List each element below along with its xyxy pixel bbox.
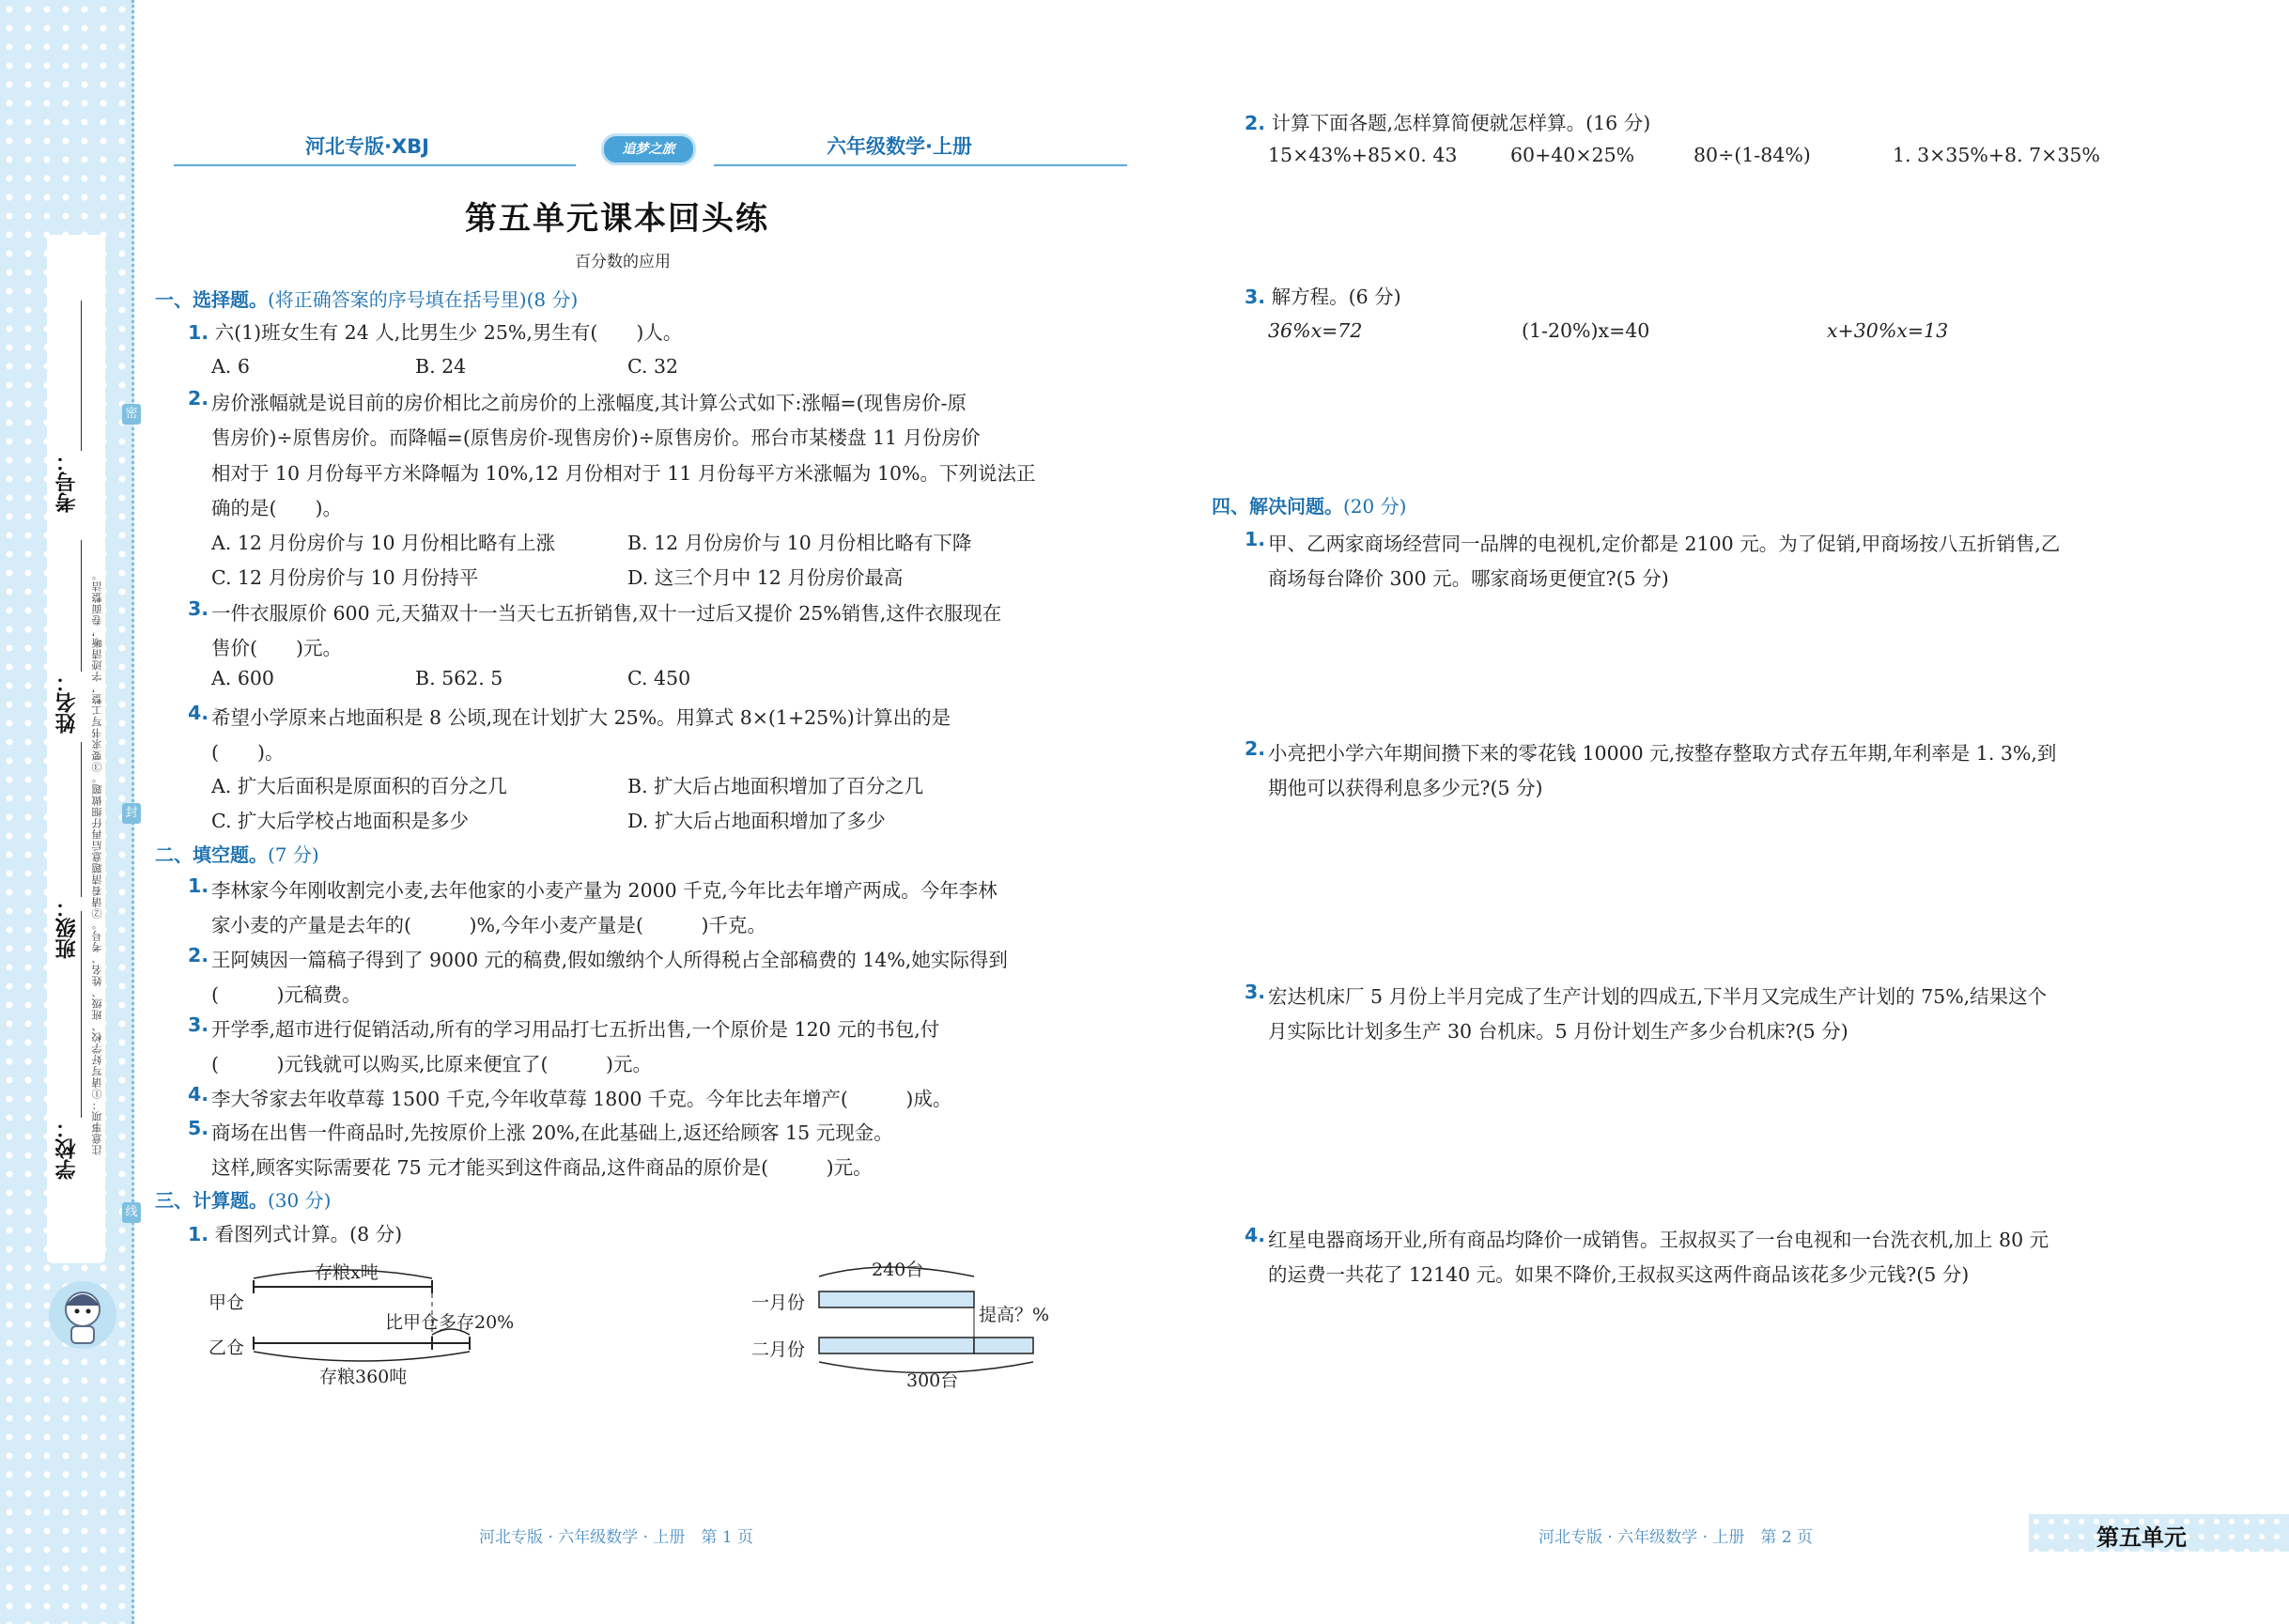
question-text-line: 确的是( )。	[211, 497, 342, 519]
question-number: 1.	[1245, 528, 1266, 550]
name-label: 姓名：	[55, 672, 79, 734]
question-number: 1.	[188, 321, 209, 344]
question-text-line: 这样,顾客实际需要花 75 元才能买到这件商品,这件商品的原价是( )元。	[211, 1156, 873, 1179]
diagram-row-label: 甲仓	[209, 1292, 245, 1313]
school-label: 学校：	[55, 1118, 79, 1180]
calc-item: 60+40×25%	[1510, 144, 1635, 166]
option-d[interactable]: D. 这三个月中 12 月份房价最高	[627, 566, 904, 589]
question-text-line: 商场每台降价 300 元。哪家商场更便宜?(5 分)	[1268, 567, 1669, 590]
option-b[interactable]: B. 562. 5	[415, 667, 503, 689]
section-heading-text: 四、解决问题。	[1212, 495, 1343, 518]
diagram-label-bottom: 300台	[906, 1370, 959, 1391]
question-number: 2.	[188, 387, 209, 410]
page-title: 第五单元课本回头练	[465, 200, 769, 238]
option-a[interactable]: A. 600	[211, 667, 274, 689]
diagram-label-top: 240台	[872, 1260, 924, 1280]
diagram-label-bottom: 存粮360吨	[319, 1367, 408, 1387]
option-b[interactable]: B. 扩大后占地面积增加了百分之几	[627, 775, 924, 797]
series-logo: 追梦之旅	[601, 133, 696, 165]
diagram-row-label: 二月份	[751, 1339, 806, 1360]
question-number: 3.	[188, 597, 209, 620]
question-text-line: 李大爷家去年收草莓 1500 千克,今年收草莓 1800 千克。今年比去年增产( )成。	[211, 1088, 952, 1110]
question-1-1	[188, 316, 682, 350]
grade-label: 六年级数学·上册	[827, 135, 972, 158]
equation-item: x+30%x=13	[1827, 319, 1949, 342]
seal-mi: 密	[122, 404, 141, 425]
question-3-3	[1245, 280, 1401, 315]
question-3-1	[188, 1217, 402, 1252]
section-4-heading	[1212, 491, 1406, 518]
calc-item: 1. 3×35%+8. 7×35%	[1893, 144, 2100, 166]
option-d[interactable]: D. 扩大后占地面积增加了多少	[627, 810, 886, 832]
diagram-row-label: 一月份	[751, 1292, 806, 1313]
question-number: 2.	[1245, 112, 1266, 134]
edition-label: 河北专版·XBJ	[305, 135, 429, 158]
question-text-line: 宏达机床厂 5 月份上半月完成了生产计划的四成五,下半月又完成生产计划的 75%,结果这个	[1268, 985, 2048, 1008]
header-rule-right	[714, 164, 1127, 166]
bar-february-extra	[974, 1338, 1033, 1353]
question-text-line: 一件衣服原价 600 元,天猫双十一当天七五折销售,双十一过后又提价 25%销售,这件衣服现在	[211, 602, 1002, 625]
question-number: 3.	[1245, 286, 1266, 308]
question-text-line: 李林家今年刚收割完小麦,去年他家的小麦产量为 2000 千克,今年比去年增产两成。今年李林	[211, 879, 998, 902]
question-number: 1.	[188, 874, 209, 897]
option-b[interactable]: B. 12 月份房价与 10 月份相比略有下降	[627, 532, 972, 554]
question-text-line: 售价( )元。	[211, 637, 342, 659]
diagram-mid-label: 比甲仓多存20%	[385, 1312, 515, 1333]
option-a[interactable]: A. 12 月份房价与 10 月份相比略有上涨	[211, 532, 556, 554]
section-3-heading	[155, 1185, 331, 1213]
section-note: (20 分)	[1343, 495, 1407, 518]
question-text-line: 商场在出售一件商品时,先按原价上涨 20%,在此基础上,返还给顾客 15 元现金。	[211, 1121, 893, 1144]
bar-january	[819, 1291, 974, 1307]
notice-text: 注意事项：①请写好学校、班级、姓名、考号。②请看清题意后再仔细做题。③要求书写工整，字迹清晰，卷面整洁。	[91, 569, 103, 1155]
name-line[interactable]	[81, 540, 82, 672]
header-rule-left	[174, 164, 576, 166]
question-number: 2.	[1245, 737, 1266, 760]
question-text-line: 期他可以获得利息多少元?(5 分)	[1268, 777, 1543, 799]
question-text-line: 月实际比计划多生产 30 台机床。5 月份计划生产多少台机床?(5 分)	[1268, 1020, 1848, 1043]
question-3-2	[1245, 106, 1650, 141]
question-text: 看图列式计算。(8 分)	[214, 1223, 403, 1245]
question-text-line: 家小麦的产量是去年的( )%,今年小麦产量是( )千克。	[211, 914, 766, 936]
section-note: (30 分)	[268, 1189, 332, 1212]
question-text-line: ( )元钱就可以购买,比原来便宜了( )元。	[211, 1053, 653, 1075]
class-label: 班级：	[55, 897, 79, 959]
equation-item: 36%x=72	[1268, 319, 1363, 342]
diagram-side-label: 提高？%	[979, 1305, 1050, 1325]
option-b[interactable]: B. 24	[415, 355, 467, 378]
question-text: 解方程。(6 分)	[1271, 286, 1401, 308]
section-heading-text: 一、选择题。	[155, 288, 268, 311]
question-text-line: 售房价)÷原售房价。而降幅=(原售房价-现售房价)÷原售房价。邢台市某楼盘 11 月份房价	[211, 426, 981, 449]
option-c[interactable]: C. 32	[627, 355, 679, 378]
option-a[interactable]: A. 扩大后面积是原面积的百分之几	[211, 775, 507, 797]
calc-item: 15×43%+85×0. 43	[1268, 144, 1458, 166]
mascot-icon	[45, 1277, 120, 1353]
section-note: (7 分)	[268, 843, 319, 866]
question-text-line: ( )元稿费。	[211, 983, 362, 1006]
class-line[interactable]	[81, 742, 82, 897]
question-number: 4.	[1245, 1224, 1266, 1246]
question-number: 1.	[188, 1223, 209, 1245]
question-number: 4.	[188, 702, 209, 724]
page-footer-left: 河北专版 · 六年级数学 · 上册 第 1 页	[479, 1528, 754, 1547]
section-2-heading	[155, 840, 319, 867]
option-c[interactable]: C. 450	[627, 667, 691, 689]
question-text-line: 开学季,超市进行促销活动,所有的学习用品打七五折出售,一个原价是 120 元的书包,付	[211, 1018, 940, 1041]
question-number: 3.	[1245, 981, 1266, 1003]
question-number: 2.	[188, 944, 209, 967]
diagram-label-top: 存粮x吨	[315, 1262, 379, 1283]
question-text-line: 房价涨幅就是说目前的房价相比之前房价的上涨幅度,其计算公式如下:涨幅=(现售房价-原	[211, 392, 967, 414]
option-c[interactable]: C. 12 月份房价与 10 月份持平	[211, 566, 479, 589]
page-footer-right: 河北专版 · 六年级数学 · 上册 第 2 页	[1539, 1528, 1814, 1547]
exam-number-label: 考号：	[55, 451, 79, 513]
calc-item: 80÷(1-84%)	[1694, 144, 1811, 166]
question-text-line: 王阿姨因一篇稿子得到了 9000 元的稿费,假如缴纳个人所得税占全部稿费的 14%,她实际得到	[211, 949, 1008, 971]
diagram-row-label: 乙仓	[209, 1338, 245, 1358]
page-subtitle: 百分数的应用	[575, 253, 671, 271]
section-heading-text: 三、计算题。	[155, 1189, 268, 1212]
option-a[interactable]: A. 6	[211, 355, 250, 378]
question-text-line: ( )。	[211, 741, 285, 764]
question-text: 六(1)班女生有 24 人,比男生少 25%,男生有( )人。	[214, 321, 683, 344]
question-number: 4.	[188, 1083, 209, 1106]
question-text-line: 小亮把小学六年期间攒下来的零花钱 10000 元,按整存整取方式存五年期,年利率是 1. 3%,到	[1268, 742, 2057, 765]
question-text-line: 的运费一共花了 12140 元。如果不降价,王叔叔买这两件商品该花多少元钱?(5 分)	[1268, 1263, 1970, 1286]
brace-bottom	[254, 1352, 470, 1361]
question-text-line: 甲、乙两家商场经营同一品牌的电视机,定价都是 2100 元。为了促销,甲商场按八五折销售,乙	[1268, 533, 2061, 555]
seal-xian: 线	[122, 1202, 141, 1223]
section-note: (将正确答案的序号填在括号里)(8 分)	[268, 288, 579, 311]
exam-number-line[interactable]	[81, 301, 82, 451]
question-text: 计算下面各题,怎样算简便就怎样算。(16 分)	[1271, 112, 1651, 134]
section-heading-text: 二、填空题。	[155, 843, 268, 866]
option-c[interactable]: C. 扩大后学校占地面积是多少	[211, 810, 469, 832]
question-number: 5.	[188, 1117, 209, 1139]
question-number: 3.	[188, 1013, 209, 1036]
question-text-line: 希望小学原来占地面积是 8 公顷,现在计划扩大 25%。用算式 8×(1+25%)计算出的是	[211, 706, 951, 729]
question-text-line: 相对于 10 月份每平方米降幅为 10%,12 月份相对于 11 月份每平方米涨幅为 10%。下列说法正	[211, 462, 1036, 485]
unit-tag: 第五单元	[2096, 1524, 2187, 1551]
equation-item: (1-20%)x=40	[1522, 319, 1650, 342]
section-1-heading	[155, 285, 578, 312]
seal-feng: 封	[122, 803, 141, 824]
bar-february-base	[819, 1338, 974, 1353]
question-text-line: 红星电器商场开业,所有商品均降价一成销售。王叔叔买了一台电视和一台洗衣机,加上 80 元	[1268, 1229, 2049, 1251]
